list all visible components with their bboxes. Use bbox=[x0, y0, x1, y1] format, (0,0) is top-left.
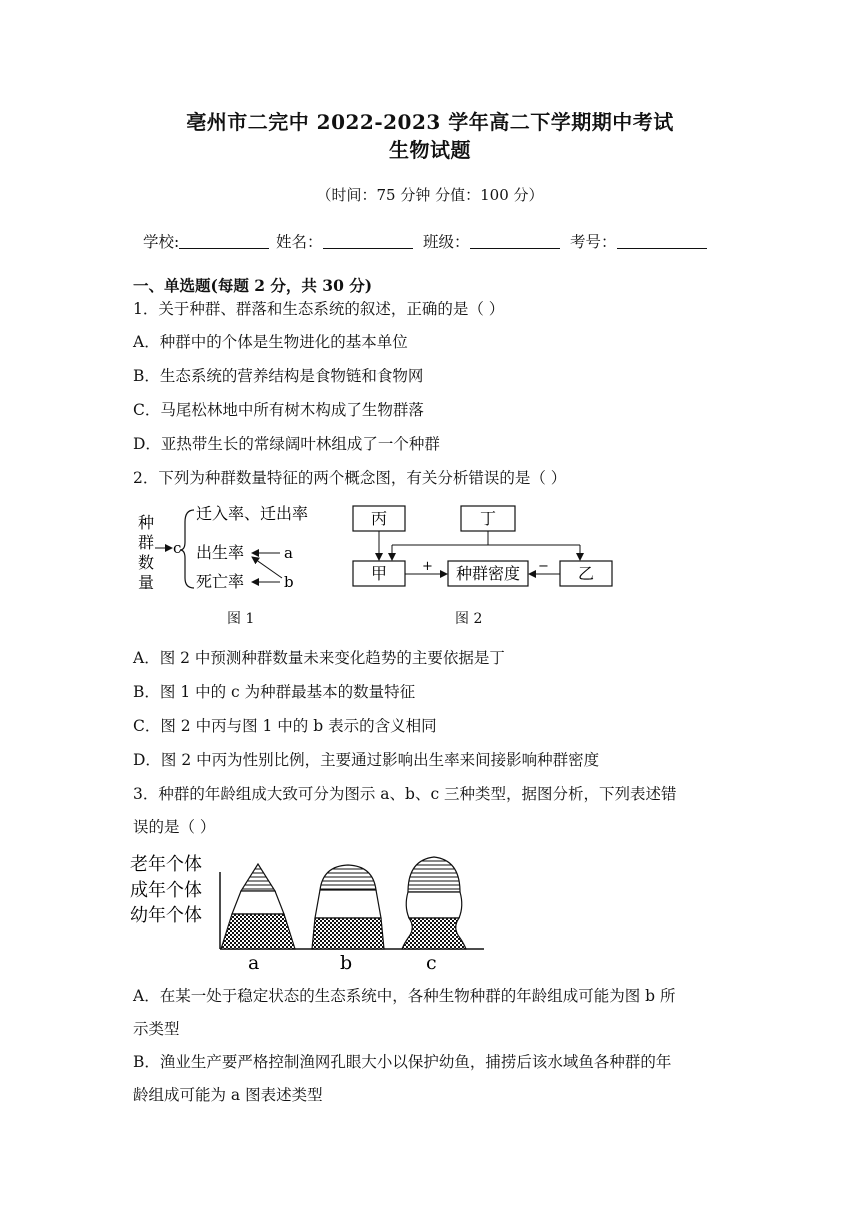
fig1-a: a bbox=[284, 544, 293, 562]
age-pyramid-b bbox=[312, 865, 384, 949]
name-label: 姓名： bbox=[276, 233, 323, 251]
q3-stem-line1: 3．种群的年龄组成大致可分为图示 a、b、c 三种类型，据图分析，下列表述错 bbox=[133, 785, 677, 803]
q1-option-c[interactable]: C．马尾松林地中所有树木构成了生物群落 bbox=[133, 401, 424, 419]
school-field[interactable] bbox=[143, 230, 269, 252]
fig1-death-rate: 死亡率 bbox=[196, 572, 245, 591]
q2-option-a[interactable]: A．图 2 中预测种群数量未来变化趋势的主要依据是丁 bbox=[133, 649, 505, 667]
q1-option-b[interactable]: B．生态系统的营养结构是食物链和食物网 bbox=[133, 367, 424, 385]
label-c: c bbox=[426, 952, 437, 972]
q1-option-a[interactable]: A．种群中的个体是生物进化的基本单位 bbox=[133, 333, 408, 351]
fig1-caption: 图 1 bbox=[227, 611, 255, 627]
q3-option-a-line2[interactable]: 示类型 bbox=[133, 1020, 180, 1038]
fig1-label-char1: 种 bbox=[138, 513, 155, 532]
age-pyramid-a bbox=[221, 864, 295, 949]
fig1-label-char2: 群 bbox=[138, 533, 155, 552]
page-subtitle: 生物试题 bbox=[389, 138, 471, 162]
label-young-individuals: 幼年个体 bbox=[130, 905, 202, 926]
school-blank[interactable] bbox=[179, 232, 269, 249]
name-field[interactable] bbox=[276, 230, 413, 252]
fig1-migration: 迁入率、迁出率 bbox=[196, 504, 309, 523]
fig2-ding: 丁 bbox=[479, 509, 497, 528]
exam-time-score: （时间：75 分钟 分值：100 分） bbox=[316, 186, 544, 204]
fig2-bing: 丙 bbox=[370, 509, 388, 528]
page-title: 亳州市二完中 2022-2023 学年高二下学期期中考试 bbox=[186, 110, 674, 134]
exam-number-blank[interactable] bbox=[617, 232, 707, 249]
class-label: 班级： bbox=[423, 233, 470, 251]
q3-option-a-line1[interactable]: A．在某一处于稳定状态的生态系统中，各种生物种群的年龄组成可能为图 b 所 bbox=[133, 987, 676, 1005]
fig2-plus: + bbox=[422, 559, 433, 574]
label-b: b bbox=[340, 952, 353, 972]
school-label: 学校: bbox=[143, 233, 180, 251]
q2-option-b[interactable]: B．图 1 中的 c 为种群最基本的数量特征 bbox=[133, 683, 416, 701]
q3-option-b-line1[interactable]: B．渔业生产要严格控制渔网孔眼大小以保护幼鱼，捕捞后该水域鱼各种群的年 bbox=[133, 1053, 672, 1071]
q2-figure1 bbox=[130, 498, 330, 600]
label-old-individuals: 老年个体 bbox=[130, 854, 202, 875]
fig1-b: b bbox=[284, 573, 294, 591]
class-blank[interactable] bbox=[470, 232, 560, 249]
fig1-birth-rate: 出生率 bbox=[196, 543, 245, 562]
q2-option-d[interactable]: D．图 2 中丙为性别比例，主要通过影响出生率来间接影响种群密度 bbox=[133, 751, 600, 769]
name-blank[interactable] bbox=[323, 232, 413, 249]
label-adult-individuals: 成年个体 bbox=[130, 880, 202, 901]
q1-option-d[interactable]: D．亚热带生长的常绿阔叶林组成了一个种群 bbox=[133, 435, 440, 453]
q2-figure2 bbox=[348, 502, 618, 594]
fig2-yi: 乙 bbox=[577, 564, 595, 583]
fig2-minus: − bbox=[538, 559, 549, 574]
fig1-c: c bbox=[173, 539, 182, 557]
fig1-brace bbox=[180, 510, 194, 588]
q3-stem-line2: 误的是（ ） bbox=[133, 818, 216, 836]
exam-number-field[interactable] bbox=[570, 230, 707, 252]
q1-stem: 1．关于种群、群落和生态系统的叙述，正确的是（ ） bbox=[133, 300, 505, 318]
class-field[interactable] bbox=[423, 230, 560, 252]
fig2-jia: 甲 bbox=[370, 564, 388, 583]
fig1-arrow-b-birth bbox=[252, 557, 282, 578]
q2-option-c[interactable]: C．图 2 中丙与图 1 中的 b 表示的含义相同 bbox=[133, 717, 437, 735]
q3-option-b-line2[interactable]: 龄组成可能为 a 图表述类型 bbox=[133, 1086, 323, 1104]
fig2-caption: 图 2 bbox=[455, 611, 483, 627]
fig1-label-char4: 量 bbox=[138, 573, 155, 592]
q3-age-structure-figure bbox=[128, 848, 486, 972]
age-pyramid-c bbox=[402, 857, 466, 949]
q2-stem: 2．下列为种群数量特征的两个概念图，有关分析错误的是（ ） bbox=[133, 469, 567, 487]
section-heading: 一、单选题(每题 2 分，共 30 分) bbox=[133, 276, 373, 295]
label-a: a bbox=[248, 952, 260, 972]
exam-number-label: 考号： bbox=[570, 233, 617, 251]
fig2-density: 种群密度 bbox=[455, 564, 521, 583]
fig1-label-char3: 数 bbox=[138, 553, 155, 572]
